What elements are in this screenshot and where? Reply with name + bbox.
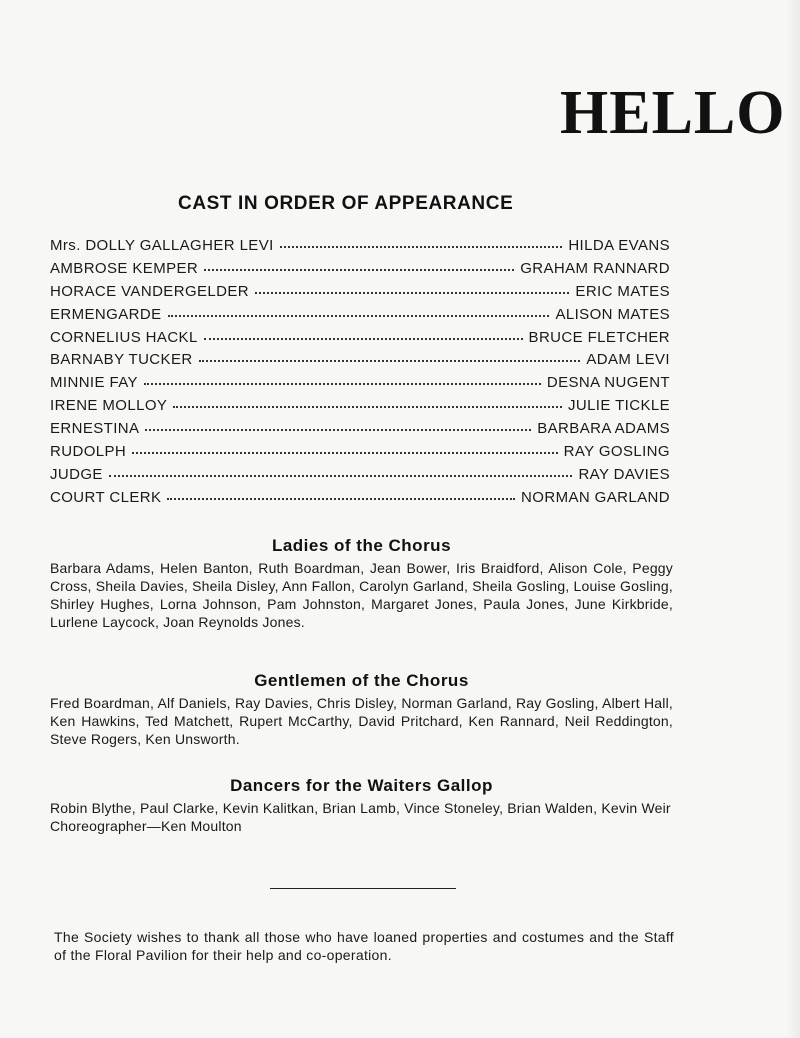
ladies-chorus-names: Barbara Adams, Helen Banton, Ruth Boardman, Jean Bower, Iris Braidford, Alison Cole, Peggy Cross, Sheila Davies, Sheila Disley, Ann Fallon, Carolyn Garland, Sheila Gosling, Louise Gosling, Shirley Hughes, Lorna Johnson, Pam Johnston, Margaret Jones, Paula Jones, June Kirkbride, Lurlene Laycock, Joan Reynolds Jones. [50, 560, 673, 630]
dancers-names: Robin Blythe, Paul Clarke, Kevin Kalitkan, Brian Lamb, Vince Stoneley, Brian Walden, Kevin Weir [50, 800, 671, 816]
dancers-heading: Dancers for the Waiters Gallop [230, 776, 493, 795]
cast-row [50, 280, 670, 303]
cast-heading: CAST IN ORDER OF APPEARANCE [178, 193, 514, 214]
divider-rule [270, 888, 456, 889]
dot-leader [255, 280, 569, 296]
cast-actor: JULIE TICKLE [567, 397, 670, 415]
cast-role: IRENE MOLLOY [50, 397, 168, 415]
cast-role: Mrs. DOLLY GALLAGHER LEVI [50, 237, 274, 254]
dot-leader [173, 394, 562, 410]
cast-row [50, 486, 670, 509]
dot-leader [132, 440, 557, 456]
cast-role: JUDGE [50, 465, 103, 483]
cast-actor: DESNA NUGENT [546, 374, 670, 392]
cast-role: AMBROSE KEMPER [50, 259, 199, 277]
cast-row [50, 234, 670, 257]
choreographer-credit: Choreographer—Ken Moulton [50, 818, 242, 834]
cast-role: ERNESTINA [50, 420, 140, 438]
cast-list [50, 234, 670, 509]
dot-leader [199, 348, 581, 364]
cast-row [50, 417, 670, 440]
cast-actor: GRAHAM RANNARD [520, 259, 670, 277]
cast-actor: RAY GOSLING [563, 443, 670, 461]
ladies-chorus-heading: Ladies of the Chorus [271, 536, 452, 555]
page-edge-shadow [786, 0, 800, 1038]
dancers-section [50, 776, 673, 835]
cast-role: BARNABY TUCKER [50, 351, 193, 369]
dot-leader [145, 417, 531, 433]
cast-actor: ADAM LEVI [586, 351, 670, 369]
cast-row [50, 371, 670, 394]
cast-actor: ALISON MATES [555, 305, 670, 323]
cast-role: COURT CLERK [50, 488, 162, 506]
cast-row [50, 326, 670, 349]
cast-row [50, 440, 670, 463]
gentlemen-chorus-heading: Gentlemen of the Chorus [254, 671, 469, 690]
dot-leader [204, 326, 523, 342]
gentlemen-chorus-section [50, 671, 673, 748]
cast-actor: HILDA EVANS [568, 237, 670, 254]
gentlemen-chorus-names: Fred Boardman, Alf Daniels, Ray Davies, Chris Disley, Norman Garland, Ray Gosling, Albert Hall, Ken Hawkins, Ted Matchett, Rupert McCarthy, David Pritchard, Ken Rannard, Neil Reddington, Steve Rogers, Ken Unsworth. [50, 695, 673, 747]
cast-role: CORNELIUS HACKL [50, 328, 198, 346]
dot-leader [168, 303, 550, 319]
dot-leader [167, 486, 515, 502]
page-title: HELLO [560, 79, 786, 147]
cast-role: MINNIE FAY [50, 374, 138, 392]
cast-actor: RAY DAVIES [578, 465, 670, 483]
cast-row [50, 348, 670, 371]
cast-actor: BARBARA ADAMS [537, 420, 670, 438]
cast-role: ERMENGARDE [50, 305, 162, 323]
dot-leader [204, 257, 514, 273]
acknowledgement-text: The Society wishes to thank all those who have loaned properties and costumes and the Staff of the Floral Pavilion for their help and co-operation. [54, 929, 674, 963]
cast-row [50, 463, 670, 486]
cast-actor: BRUCE FLETCHER [528, 328, 670, 346]
cast-actor: NORMAN GARLAND [521, 488, 670, 506]
cast-role: RUDOLPH [50, 443, 127, 461]
dot-leader [144, 371, 541, 387]
cast-row [50, 257, 670, 280]
cast-role: HORACE VANDERGELDER [50, 282, 250, 300]
ladies-chorus-section [50, 536, 673, 631]
cast-row [50, 303, 670, 326]
dot-leader [109, 463, 573, 479]
dot-leader [280, 234, 563, 250]
cast-row [50, 394, 670, 417]
cast-actor: ERIC MATES [575, 282, 670, 300]
